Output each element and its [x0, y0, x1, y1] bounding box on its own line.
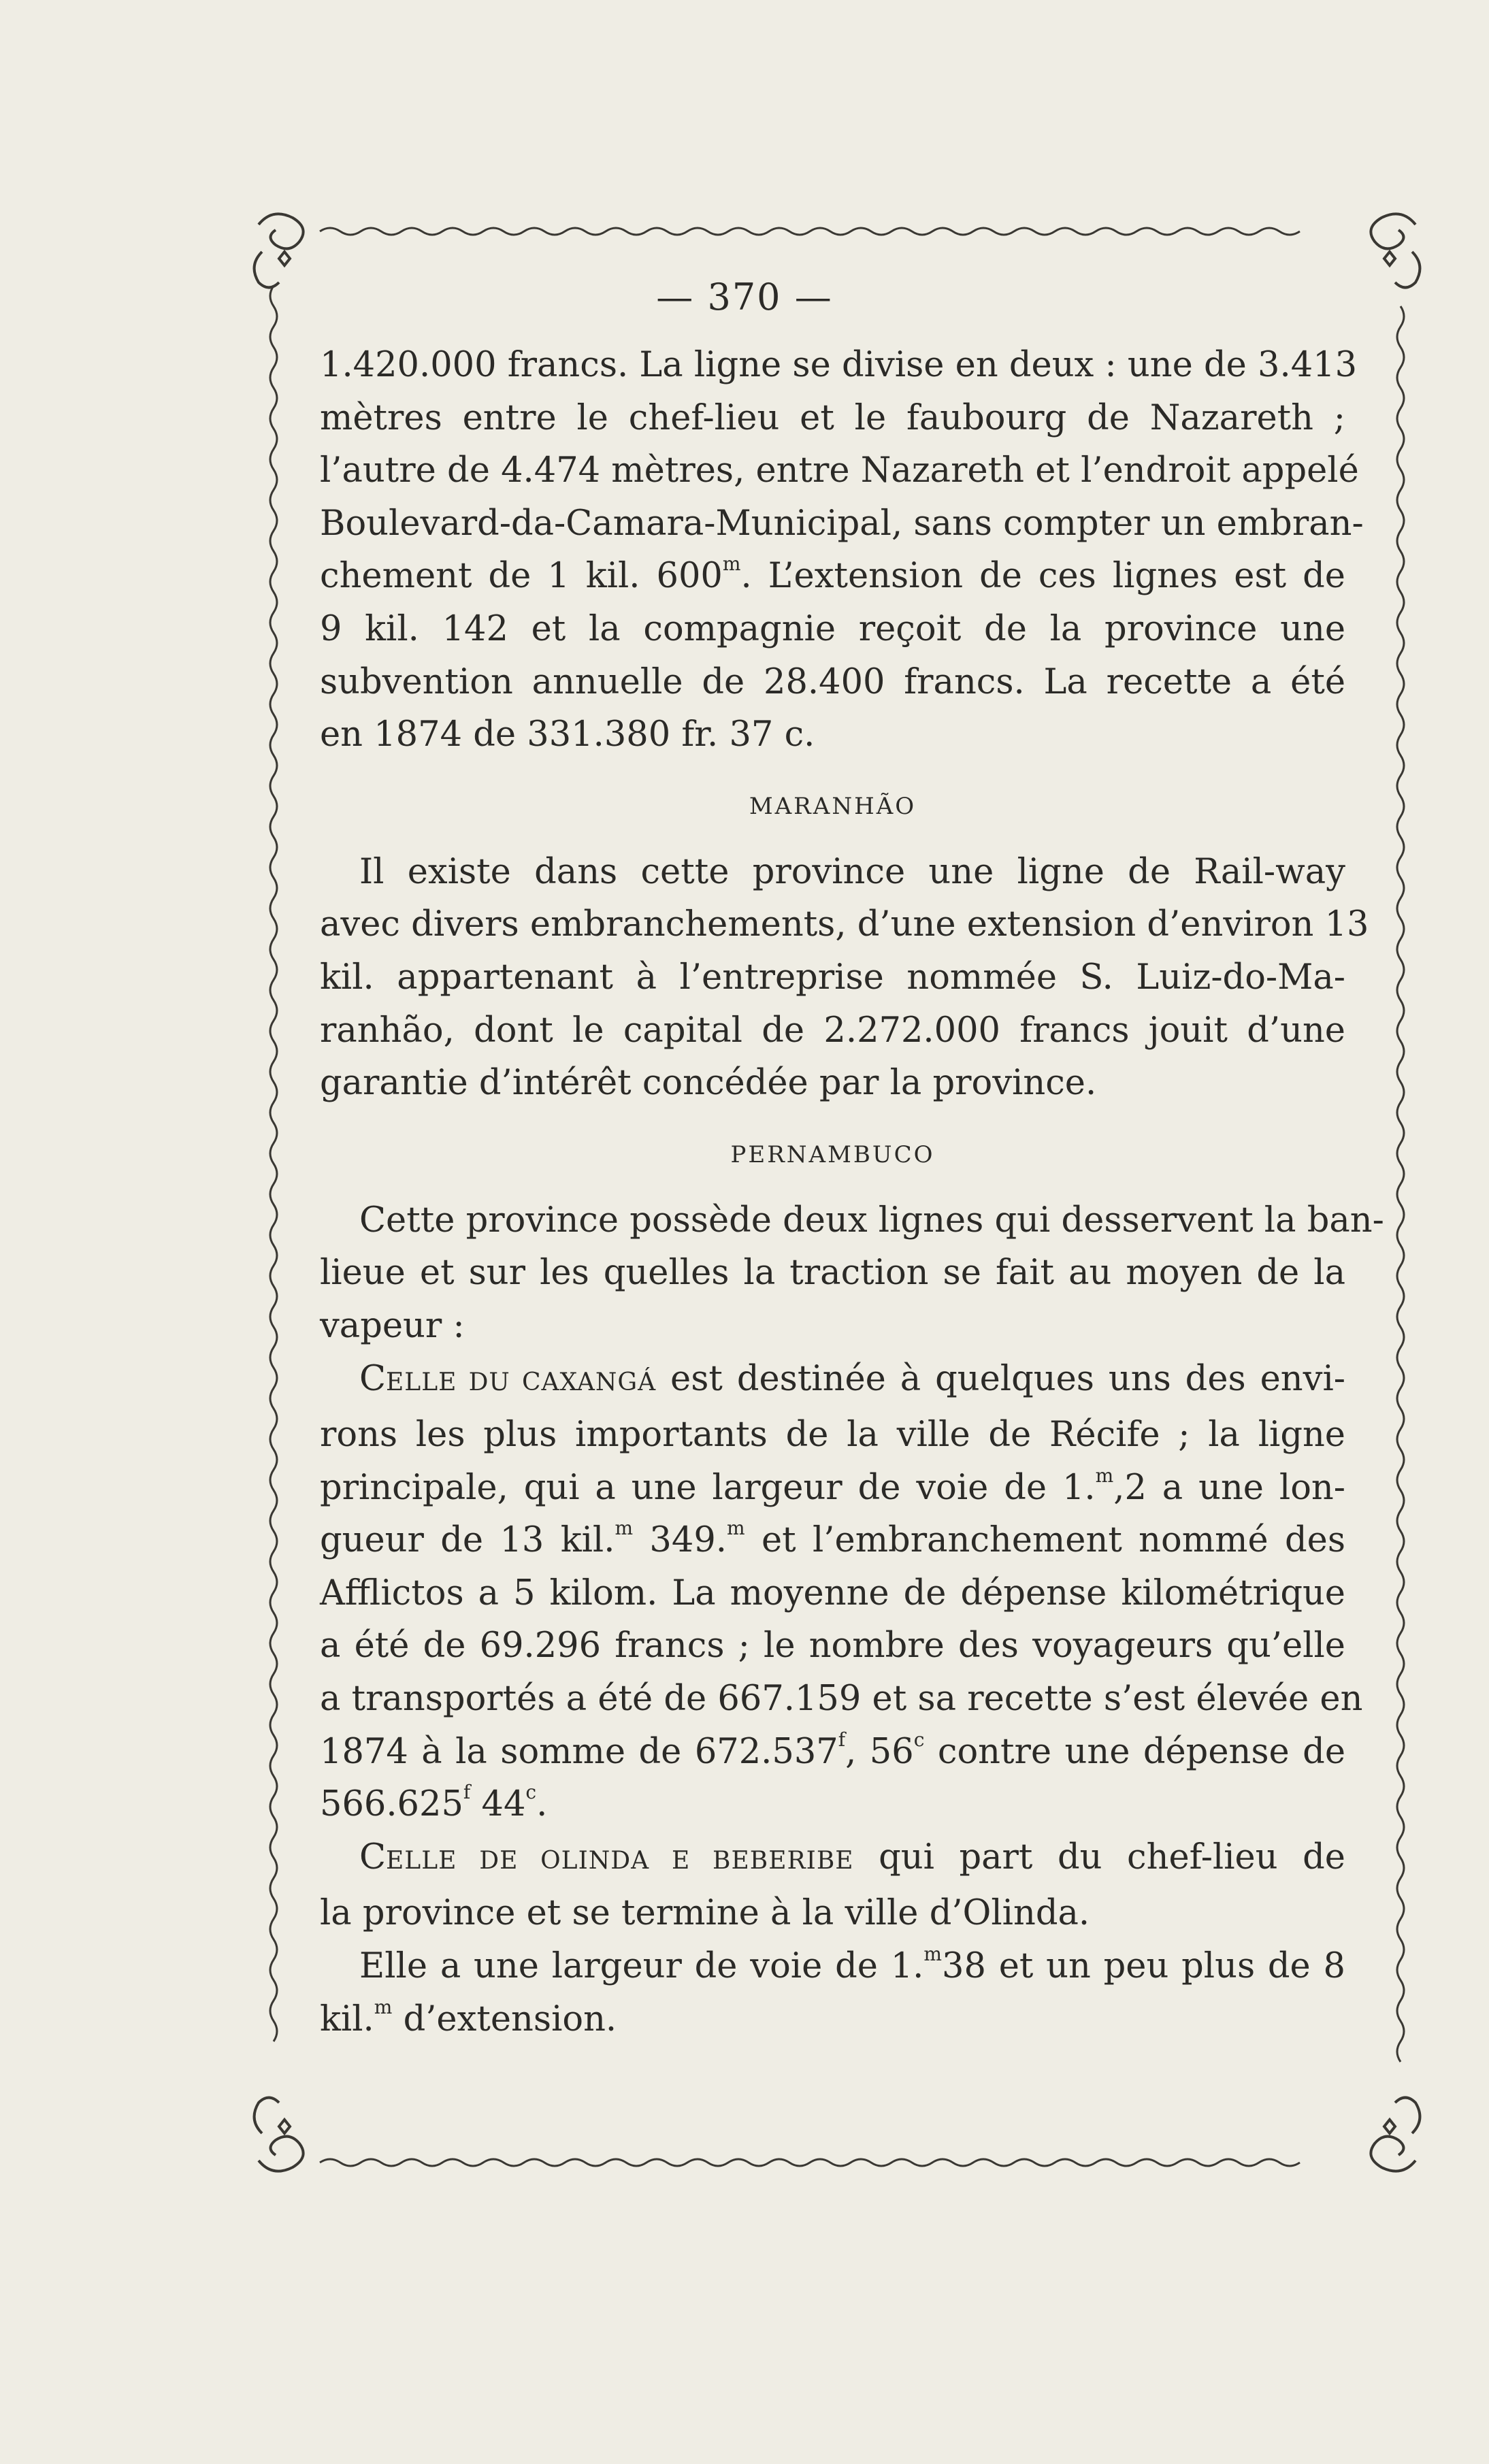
page-number: — 370 —: [656, 276, 833, 318]
left-border-wave: [270, 286, 277, 2041]
bottom-border-wave: [320, 2159, 1300, 2166]
text-line: a transportés a été de 667.159 et sa recette s’est élevée en: [320, 1679, 1363, 1720]
text-fragment: 38 et un peu plus de 8: [942, 1946, 1345, 1987]
text-line: [320, 1462, 1345, 1515]
text-line: 1.420.000 francs. La ligne se divise en deux : une de 3.413: [320, 345, 1358, 385]
text-fragment: .: [536, 1784, 548, 1825]
superscript: c: [525, 1781, 537, 1804]
text-fragment: 1874 à la somme de 672.537: [320, 1731, 838, 1772]
text-fragment: principale, qui a une largeur de voie de 1.: [320, 1467, 1096, 1508]
text-fragment: kil.: [320, 1999, 374, 2039]
text-line: subvention annuelle de 28.400 francs. La recette a été: [320, 661, 1345, 702]
superscript: m: [722, 553, 741, 576]
text-fragment: contre une dépense de: [924, 1731, 1345, 1772]
text-line: kil. appartenant à l’entreprise nommée S. Luiz-do-Ma-: [320, 957, 1345, 998]
text-line: lieue et sur les quelles la traction se fait au moyen de la: [320, 1253, 1345, 1294]
text-line: [320, 1831, 1345, 1888]
text-line: mètres entre le chef-lieu et le faubourg de Nazareth ;: [320, 397, 1345, 438]
text-fragment: chement de 1 kil. 600: [320, 556, 723, 597]
superscript: f: [463, 1781, 471, 1804]
text-line: avec divers embranchements, d’une extension d’environ 13: [320, 904, 1369, 945]
right-border-wave: [1397, 306, 1404, 2062]
text-line: [320, 1353, 1345, 1409]
text-line: rons les plus importants de la ville de Récife ; la ligne: [320, 1415, 1345, 1456]
superscript: m: [726, 1517, 745, 1540]
superscript: m: [1095, 1464, 1114, 1487]
text-fragment: 44: [470, 1784, 526, 1825]
section-heading-pernambuco: PERNAMBUCO: [730, 1140, 935, 1168]
text-fragment: , 56: [845, 1731, 914, 1772]
text-line: ranhão, dont le capital de 2.272.000 francs jouit d’une: [320, 1010, 1345, 1051]
text-fragment: et l’embranchement nommé des: [744, 1520, 1345, 1561]
text-line: Afflictos a 5 kilom. La moyenne de dépense kilométrique: [320, 1573, 1345, 1613]
text-line: en 1874 de 331.380 fr. 37 c.: [320, 714, 815, 755]
corner-ornament-bottom-left: [255, 2098, 304, 2171]
text-fragment: ,2 a une lon-: [1113, 1467, 1345, 1508]
text-fragment: 566.625: [320, 1784, 463, 1825]
superscript: m: [923, 1942, 942, 1965]
superscript: f: [838, 1728, 846, 1751]
text-line: Il existe dans cette province une ligne de Rail-way: [359, 851, 1345, 892]
text-line: Cette province possède deux lignes qui desservent la ban-: [359, 1200, 1384, 1241]
text-line: l’autre de 4.474 mètres, entre Nazareth et l’endroit appelé: [320, 450, 1359, 491]
text-line: garantie d’intérêt concédée par la province.: [320, 1063, 1097, 1104]
text-fragment: qui part du chef-lieu de: [853, 1837, 1345, 1877]
text-fragment: 349.: [633, 1520, 727, 1561]
text-fragment: . L’extension de ces lignes est de: [740, 556, 1345, 597]
text-line: [320, 1778, 1345, 1831]
small-caps-initial: C: [359, 1358, 387, 1399]
superscript: m: [615, 1517, 634, 1540]
section-heading-maranhao: MARANHÃO: [749, 792, 917, 820]
text-fragment: Elle a une largeur de voie de 1.: [359, 1946, 924, 1987]
superscript: c: [913, 1728, 925, 1751]
text-line: [320, 1514, 1345, 1567]
text-line: vapeur :: [320, 1305, 465, 1346]
text-line: Boulevard-da-Camara-Municipal, sans compter un embran-: [320, 503, 1364, 544]
small-caps-title: ELLE DE OLINDA E BEBERIBE: [386, 1846, 854, 1875]
top-border-wave: [320, 228, 1300, 235]
text-line: [320, 1940, 1345, 1993]
text-line: la province et se termine à la ville d’Olinda.: [320, 1893, 1090, 1934]
text-line: a été de 69.296 francs ; le nombre des voyageurs qu’elle: [320, 1626, 1345, 1666]
text-fragment: est destinée à quelques uns des envi-: [656, 1358, 1345, 1399]
text-line: [320, 1726, 1345, 1779]
small-caps-initial: C: [359, 1837, 387, 1877]
text-line: [320, 1993, 1345, 2046]
small-caps-title: ELLE DU CAXANGÁ: [386, 1368, 657, 1396]
superscript: m: [374, 1995, 393, 2018]
text-fragment: gueur de 13 kil.: [320, 1520, 615, 1561]
corner-ornament-bottom-right: [1371, 2098, 1420, 2171]
text-line: [320, 550, 1345, 603]
page-body: [320, 339, 1384, 2046]
text-fragment: d’extension.: [392, 1999, 617, 2039]
text-line: 9 kil. 142 et la compagnie reçoit de la province une: [320, 608, 1345, 649]
